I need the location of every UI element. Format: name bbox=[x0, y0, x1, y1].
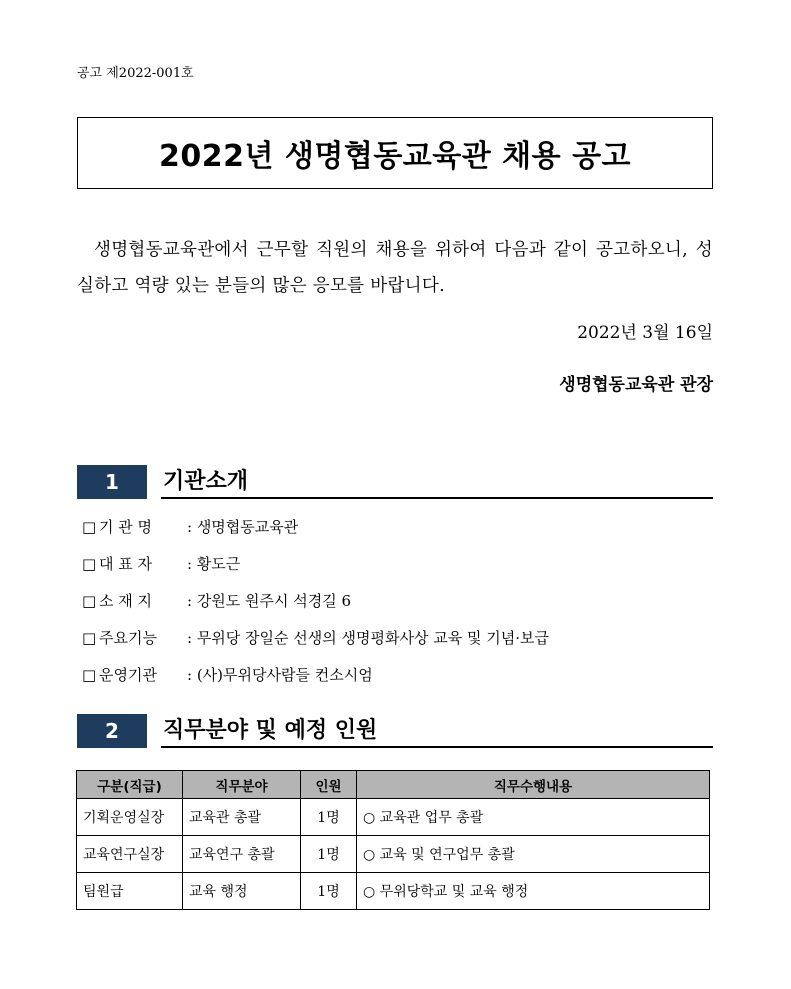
checkbox-square-icon: □ bbox=[82, 629, 97, 647]
cell-rank: 기획운영실장 bbox=[77, 799, 183, 836]
info-value: : 황도근 bbox=[187, 555, 241, 573]
section-2-number: 2 bbox=[77, 714, 147, 748]
info-value: : 무위당 장일순 선생의 생명평화사상 교육 및 기념·보급 bbox=[187, 629, 549, 647]
institution-info-list bbox=[82, 516, 549, 701]
cell-duties: ○ 교육관 업무 총괄 bbox=[357, 799, 710, 836]
announcement-date: 2022년 3월 16일 bbox=[577, 323, 713, 343]
info-item-address bbox=[82, 590, 549, 627]
title-box bbox=[77, 117, 713, 189]
table-row bbox=[77, 836, 710, 873]
column-header-rank: 구분(직급) bbox=[77, 771, 183, 799]
cell-headcount: 1명 bbox=[301, 799, 357, 836]
checkbox-square-icon: □ bbox=[82, 666, 97, 684]
cell-field: 교육연구 총괄 bbox=[183, 836, 301, 873]
cell-headcount: 1명 bbox=[301, 836, 357, 873]
info-value: : 생명협동교육관 bbox=[187, 518, 299, 536]
page-title: 2022년 생명협동교육관 채용 공고 bbox=[158, 139, 632, 174]
table-row bbox=[77, 799, 710, 836]
section-2-header bbox=[77, 714, 713, 748]
table-row bbox=[77, 873, 710, 910]
section-2-title: 직무분야 및 예정 인원 bbox=[163, 718, 378, 743]
info-label: 기 관 명 bbox=[99, 518, 153, 536]
info-label: 대 표 자 bbox=[99, 555, 153, 573]
info-label: 주요기능 bbox=[99, 629, 157, 647]
table-header-row bbox=[77, 771, 710, 799]
section-1-title: 기관소개 bbox=[163, 469, 249, 494]
info-item-representative bbox=[82, 553, 549, 590]
section-2-rule bbox=[161, 746, 713, 748]
cell-rank: 교육연구실장 bbox=[77, 836, 183, 873]
cell-headcount: 1명 bbox=[301, 873, 357, 910]
column-header-duties: 직무수행내용 bbox=[357, 771, 710, 799]
info-item-operator bbox=[82, 664, 549, 701]
cell-field: 교육관 총괄 bbox=[183, 799, 301, 836]
signer: 생명협동교육관 관장 bbox=[559, 375, 713, 395]
info-label: 소 재 지 bbox=[99, 592, 153, 610]
section-1-rule bbox=[161, 497, 713, 499]
info-item-name bbox=[82, 516, 549, 553]
cell-field: 교육 행정 bbox=[183, 873, 301, 910]
cell-duties: ○ 교육 및 연구업무 총괄 bbox=[357, 836, 710, 873]
checkbox-square-icon: □ bbox=[82, 518, 97, 536]
checkbox-square-icon: □ bbox=[82, 555, 97, 573]
notice-number: 공고 제2022-001호 bbox=[77, 66, 194, 81]
info-value: : (사)무위당사람들 컨소시엄 bbox=[187, 666, 373, 684]
column-header-headcount: 인원 bbox=[301, 771, 357, 799]
section-1-header bbox=[77, 465, 713, 499]
checkbox-square-icon: □ bbox=[82, 592, 97, 610]
cell-duties: ○ 무위당학교 및 교육 행정 bbox=[357, 873, 710, 910]
section-1-number: 1 bbox=[77, 465, 147, 499]
info-label: 운영기관 bbox=[99, 666, 157, 684]
info-value: : 강원도 원주시 석경길 6 bbox=[187, 592, 352, 610]
job-table bbox=[76, 770, 710, 910]
column-header-field: 직무분야 bbox=[183, 771, 301, 799]
intro-paragraph: 생명협동교육관에서 근무할 직원의 채용을 위하여 다음과 같이 공고하오니, 성실하고 역량 있는 분들의 많은 응모를 바랍니다. bbox=[77, 240, 713, 296]
cell-rank: 팀원급 bbox=[77, 873, 183, 910]
info-item-function bbox=[82, 627, 549, 664]
